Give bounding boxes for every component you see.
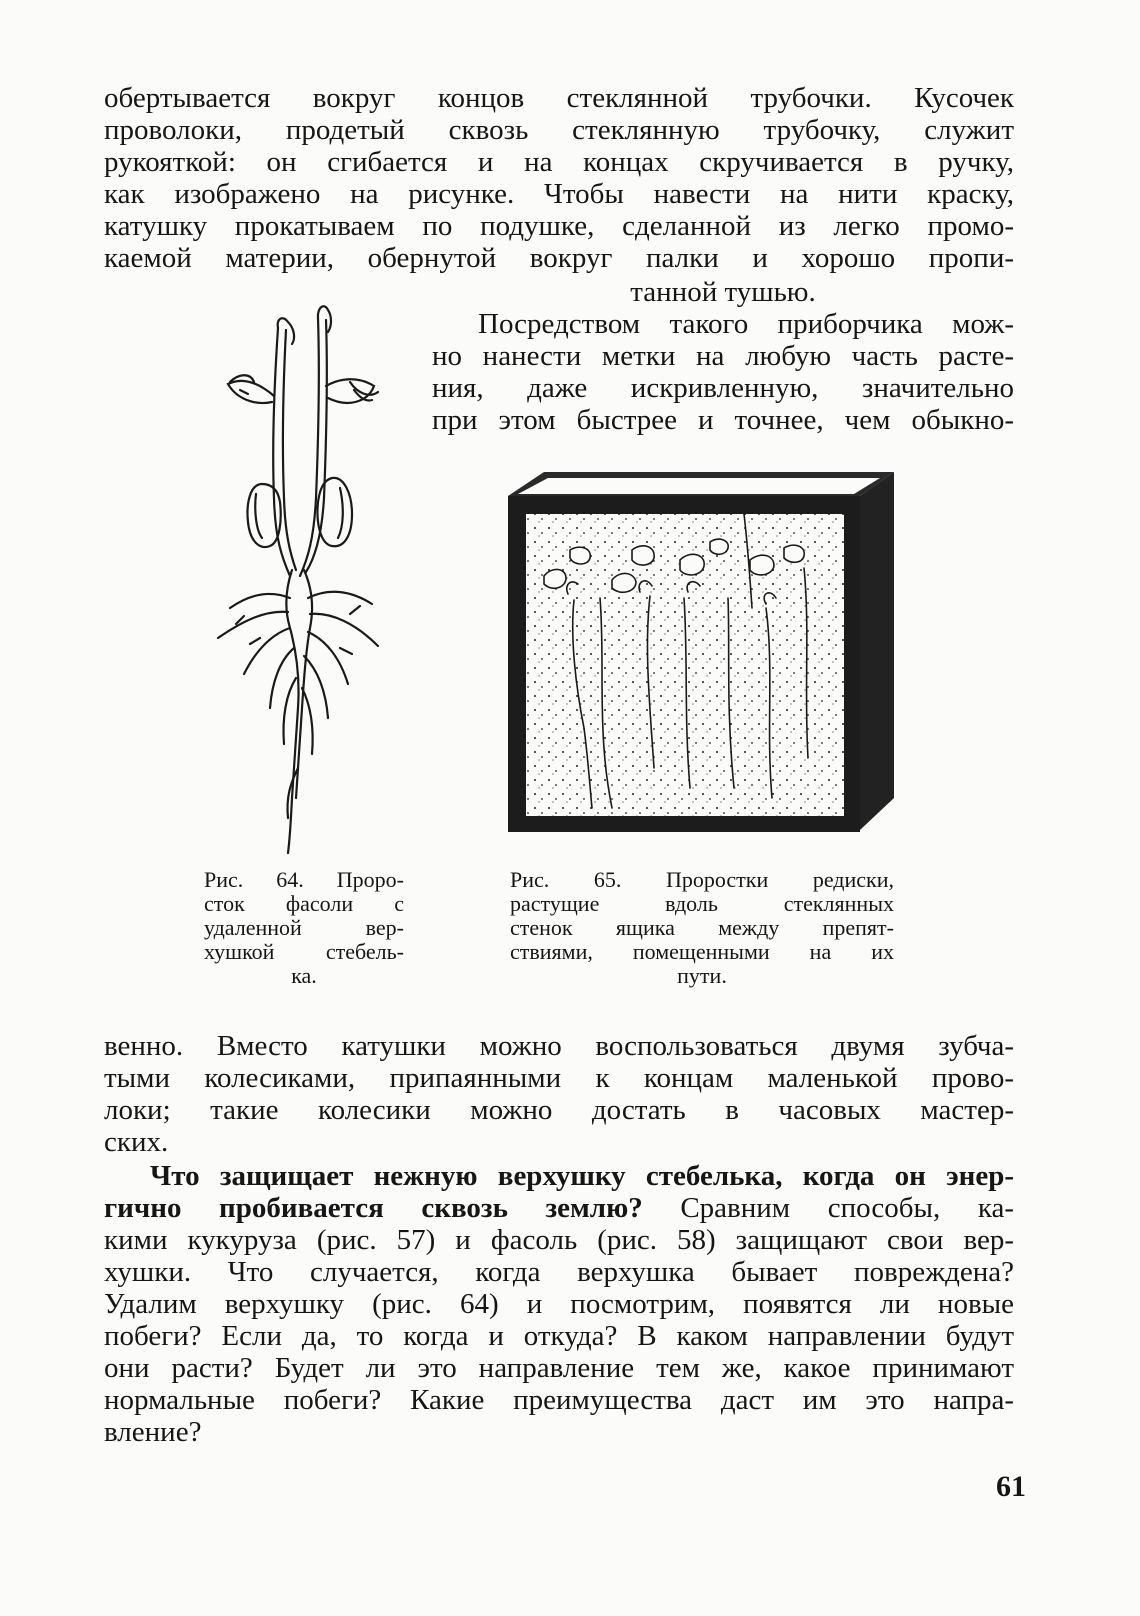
caption-line: ствиями, помещенными на их [510,939,894,964]
page-number: 61 [996,1470,1026,1503]
text-line: катушку прокатываем по подушке, сделанной из легко промо- [104,210,1014,242]
text-line: при этом быстрее и точнее, чем обыкно- [432,404,1014,436]
text-line: каемой материи, обернутой вокруг палки и хорошо пропи- [104,242,1014,274]
text-line: хушки. Что случается, когда верхушка бывает повреждена? [104,1256,1014,1288]
text-line: венно. Вместо катушки можно воспользоваться двумя зубча- [104,1030,1014,1062]
figure-65-caption [510,868,894,988]
caption-line: пути. [677,963,727,988]
figure-64-caption [204,868,404,988]
text-line: побеги? Если да, то когда и откуда? В каком направлении будут [104,1320,1014,1352]
text-line: нормальные побеги? Какие преимущества даст им это напра- [104,1384,1014,1416]
right-column-text [432,276,1014,436]
caption-line: стенок ящика между препят- [510,915,894,940]
figure-64-bean-seedling [200,298,420,858]
top-paragraph [104,82,1014,274]
caption-line: растущие вдоль стеклянных [510,891,894,916]
text-line: ния, даже искривленную, значительно [432,372,1014,404]
caption-line: ка. [291,963,317,988]
caption-line: сток фасоли с [204,891,404,916]
caption-line: удаленной вер- [204,915,404,940]
question-paragraph [104,1160,1014,1448]
caption-line: Рис. 64. Проро- [204,867,404,892]
text-line: Удалим верхушку (рис. 64) и посмотрим, появятся ли новые [104,1288,1014,1320]
text-line: тыми колесиками, припаянными к концам маленькой прово- [104,1062,1014,1094]
bold-question-text: гично пробивается сквозь землю? [104,1192,643,1224]
caption-line: Рис. 65. Проростки редиски, [510,867,894,892]
caption-line: хушкой стебель- [204,939,404,964]
text-line: вление? [104,1416,202,1448]
figure-65-glass-box [504,468,898,840]
text-line [104,1192,1014,1224]
text-line: локи; такие колесики можно достать в часовых мастер- [104,1094,1014,1126]
text-line: но нанести метки на любую часть расте- [432,340,1014,372]
text-line: Посредством такого приборчика мож- [478,308,1014,340]
text-line: ских. [104,1126,169,1158]
middle-paragraph [104,1030,1014,1158]
text-line: танной тушью. [630,276,816,308]
text-line: как изображено на рисунке. Чтобы навести на нити краску, [104,178,1014,210]
text-line: обертывается вокруг концов стеклянной трубочки. Кусочек [104,82,1014,114]
text-segment: Сравним способы, ка- [680,1192,1014,1224]
text-line: рукояткой: он сгибается и на концах скручивается в ручку, [104,146,1014,178]
bold-question-line: Что защищает нежную верхушку стебелька, когда он энер- [150,1160,1014,1192]
text-line: проволоки, продетый сквозь стеклянную трубочку, служит [104,114,1014,146]
text-line: кими кукуруза (рис. 57) и фасоль (рис. 58) защищают свои вер- [104,1224,1014,1256]
text-line: они расти? Будет ли это направление тем же, какое принимают [104,1352,1014,1384]
